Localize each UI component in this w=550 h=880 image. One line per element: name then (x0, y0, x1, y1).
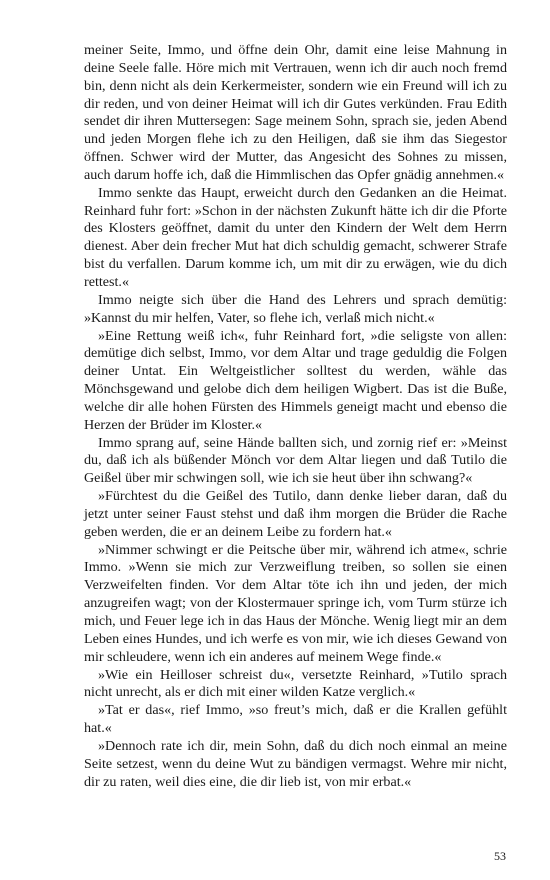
paragraph-7: »Nimmer schwingt er die Peitsche über mir, während ich atme«, schrie Immo. »Wenn sie mich zur Verzweiflung treiben, so sollen sie einen Verzweifelten finden. Vor dem Altar töte ich ihn und jeden, der mich anzugreifen wagt; von der Klostermauer springe ich, vom Turm stürze ich mich, und Feuer lege ich in das Haus der Mönche. Wenig liegt mir an dem Leben eines Hundes, und ich werfe es von mir, wie ich dieses Gewand von mir schleudere, wenn ich ein anderes auf meinem Wege finde.« (84, 541, 507, 665)
paragraph-8: »Wie ein Heilloser schreist du«, versetzte Reinhard, »Tutilo sprach nicht unrecht, als er dich mit einer wilden Katze verglich.« (84, 666, 507, 701)
paragraph-6: »Fürchtest du die Geißel des Tutilo, dann denke lieber daran, daß du jetzt unter seiner Faust stehst und daß ihm morgen die Brüder die Rache geben werden, die er an deinem Leibe zu fordern hat.« (84, 488, 507, 540)
body-text (84, 42, 507, 791)
paragraph-9: »Tat er das«, rief Immo, »so freut’s mich, daß er die Krallen gefühlt hat.« (84, 702, 507, 737)
paragraph-4: »Eine Rettung weiß ich«, fuhr Reinhard fort, »die seligste von allen: demütige dich selbst, Immo, vor dem Altar und trage geduldig die Folgen deiner Untat. Ein Weltgeistlicher solltest du werden, wähle das Mönchsgewand und gelobe dich dem heiligen Wigbert. Das ist die Buße, welche dir alle hohen Fürsten des Himmels geneigt macht und ebenso die Herzen der Brüder im Kloster.« (84, 327, 507, 433)
page-number: 53 (494, 849, 506, 863)
paragraph-1: meiner Seite, Immo, und öffne dein Ohr, damit eine leise Mahnung in deine Seele falle. Höre mich mit Vertrauen, wenn ich dir auch noch fremd bin, denn nicht als dein Kerkermeister, sondern wie ein Freund will ich zu dir reden, und von deiner Heimat will ich dir Gutes verkünden. Frau Edith sendet dir ihren Muttersegen: Sage meinem Sohn, sprach sie, jeden Abend und jeden Morgen flehe ich zu den Heiligen, daß sie ihm das Siegestor öffnen. Schwer wird der Mutter, das Angesicht des Sohnes zu missen, auch darum hoffe ich, daß die Himmlischen das Opfer gnädig annehmen.« (84, 42, 507, 183)
paragraph-2: Immo senkte das Haupt, erweicht durch den Gedanken an die Heimat. Reinhard fuhr fort: »Schon in der nächsten Zukunft hätte ich dir die Pforte des Klosters geöffnet, damit du unter den Kindern der Welt dem Herrn dienest. Aber dein frecher Mut hat dich schuldig gemacht, schwerer Strafe bist du verfallen. Darum komme ich, um mit dir zu erwägen, wie du dich rettest.« (84, 184, 507, 290)
paragraph-3: Immo neigte sich über die Hand des Lehrers und sprach demütig: »Kannst du mir helfen, Vater, so flehe ich, verlaß mich nicht.« (84, 291, 507, 326)
paragraph-10: »Dennoch rate ich dir, mein Sohn, daß du dich noch einmal an meine Seite setzest, wenn du deine Wut zu bändigen vermagst. Wehre mir nicht, dir zu raten, weil dies eine, die dir lieb ist, von mir erbat.« (84, 737, 507, 790)
paragraph-5: Immo sprang auf, seine Hände ballten sich, und zornig rief er: »Meinst du, daß ich als büßender Mönch vor dem Altar liegen und daß Tutilo die Geißel über mir schwingen soll, wie ich sie heut über ihn schwang?« (84, 434, 507, 487)
